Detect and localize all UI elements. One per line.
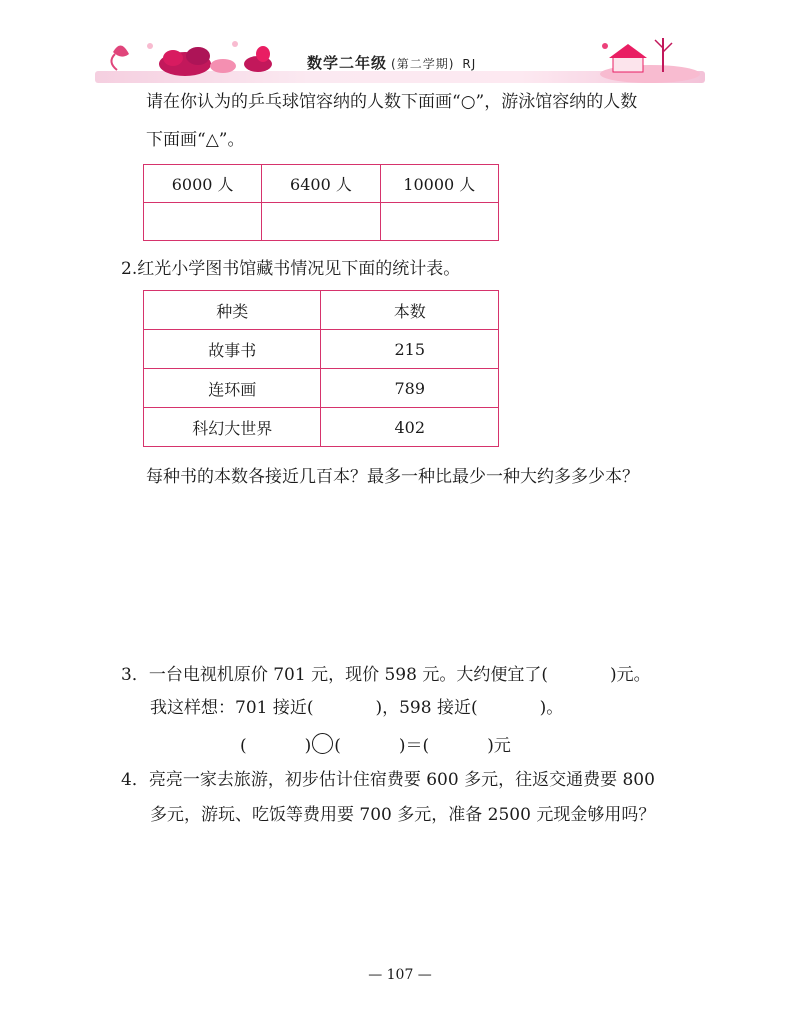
- capacity-row-answers: [144, 203, 499, 241]
- table-row: [144, 408, 499, 447]
- book-kind: 科幻大世界: [144, 408, 321, 447]
- q3-unit: )元: [487, 736, 511, 756]
- column-header-kind: 种类: [144, 291, 321, 330]
- q3-line1-end: )元。: [609, 665, 651, 685]
- q3-line2: [150, 697, 563, 719]
- book-count: 402: [321, 408, 499, 447]
- q4-line2: 多元，游玩、吃饭等费用要 700 多元，准备 2500 元现金够用吗？: [150, 805, 656, 825]
- table-row: [144, 369, 499, 408]
- q1-instruction-line2: 下面画“△”。: [146, 130, 245, 150]
- book-kind: 连环画: [144, 369, 321, 408]
- capacity-cell: 6000 人: [144, 165, 262, 203]
- house-tree-decoration: [595, 32, 705, 84]
- paren-open: (: [240, 736, 247, 756]
- column-header-count: 本数: [321, 291, 499, 330]
- table-header-row: [144, 291, 499, 330]
- answer-cell[interactable]: [144, 203, 262, 241]
- book-count: 789: [321, 369, 499, 408]
- compare-circle-icon[interactable]: [312, 733, 333, 754]
- header-semester: (第二学期): [391, 57, 455, 71]
- q3-equation: [240, 733, 511, 757]
- capacity-table: [143, 164, 499, 241]
- q3-line1: [121, 664, 651, 686]
- answer-cell[interactable]: [380, 203, 498, 241]
- table-row: [144, 330, 499, 369]
- book-count: 215: [321, 330, 499, 369]
- capacity-row-values: [144, 165, 499, 203]
- paren-open: (: [334, 736, 341, 756]
- capacity-cell: 6400 人: [262, 165, 380, 203]
- q3-line2-mid: )，598 接近(: [375, 698, 478, 718]
- q3-line2-end: )。: [539, 698, 564, 718]
- q1-instruction-line1: 请在你认为的乒乓球馆容纳的人数下面画“○”，游泳馆容纳的人数: [146, 92, 638, 112]
- q4-line1: 4．亮亮一家去旅游，初步估计住宿费要 600 多元，往返交通费要 800: [121, 770, 655, 790]
- page-header: [95, 32, 705, 84]
- paren-close: ): [304, 736, 312, 756]
- q3-line2-text: 我这样想：701 接近(: [150, 698, 314, 718]
- q2-title: 2.红光小学图书馆藏书情况见下面的统计表。: [121, 259, 461, 279]
- q2-question: 每种书的本数各接近几百本？最多一种比最少一种大约多多少本？: [146, 467, 639, 487]
- page-number: — 107 —: [368, 967, 432, 983]
- header-title: [307, 52, 476, 73]
- flower-decoration-left: [95, 32, 285, 84]
- header-title-main: 数学二年级: [307, 54, 388, 72]
- book-kind: 故事书: [144, 330, 321, 369]
- capacity-cell: 10000 人: [380, 165, 498, 203]
- header-edition: RJ: [462, 57, 477, 71]
- book-stats-table: [143, 290, 499, 447]
- answer-cell[interactable]: [262, 203, 380, 241]
- equals-sign: )＝(: [398, 736, 430, 756]
- q3-line1-text: 3．一台电视机原价 701 元，现价 598 元。大约便宜了(: [121, 665, 548, 685]
